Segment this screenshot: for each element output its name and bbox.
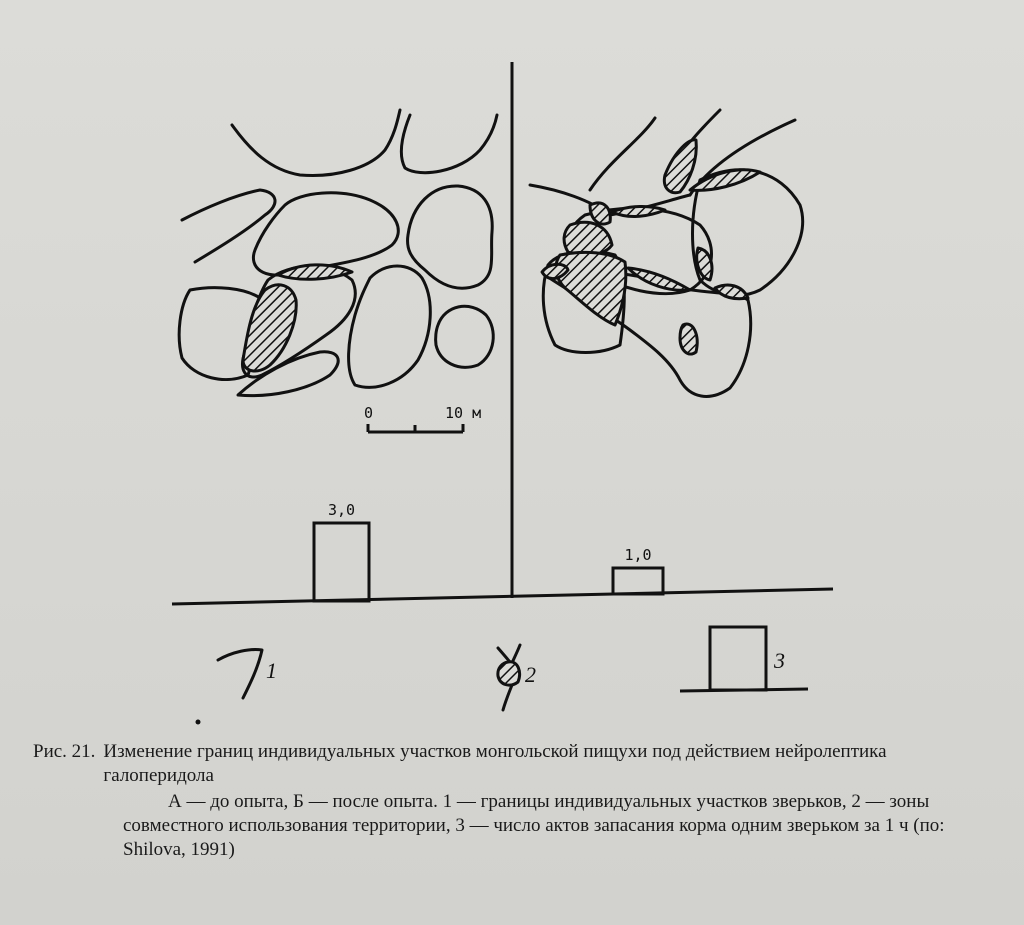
shared-zone-symbol (498, 662, 520, 685)
shared-zone (590, 203, 610, 224)
shared-zone (243, 285, 296, 371)
legend-item-boundaries (218, 649, 277, 698)
territory-boundary (436, 306, 494, 367)
legend-number: 1 (266, 658, 277, 683)
map-before-experiment (179, 110, 497, 396)
bar-value-label: 3,0 (327, 501, 356, 519)
legend-number: 2 (525, 662, 536, 687)
territory-boundary (590, 118, 655, 190)
caption-title: Изменение границ индивидуальных участков монгольской пищухи под действием нейролептика галоперидола (103, 741, 887, 786)
shared-zone (612, 206, 665, 216)
bar-chart-baseline (172, 589, 833, 604)
territory-boundary (182, 190, 275, 262)
legend-item-bar (680, 627, 808, 691)
territory-boundary (408, 186, 493, 288)
caption-description: А — до опыта, Б — после опыта. 1 — границы индивидуальных участков зверьков, 2 — зоны совместного использования территории, 3 — число актов запасания корма одним зверьком за 1 ч (по: Shilova, 1991) (123, 791, 945, 860)
shared-zone (556, 252, 626, 325)
shared-zone (680, 324, 697, 354)
scale-bar (364, 404, 481, 432)
territory-boundary (401, 115, 497, 173)
scale-bar-end-label: 10 м (445, 404, 482, 422)
figure-caption (33, 740, 998, 862)
territory-boundary (232, 110, 400, 176)
caption-title-row (33, 740, 998, 788)
legend-bar-symbol (710, 627, 766, 690)
shared-zone (564, 222, 612, 255)
shared-zone (278, 265, 352, 279)
boundary-symbol (503, 685, 512, 710)
legend-item-shared-zones (498, 645, 536, 710)
legend-number: 3 (774, 648, 785, 673)
bar-value-label: 1,0 (624, 546, 652, 564)
territory-boundary (349, 266, 431, 387)
shared-zone (628, 268, 690, 290)
bar-after (613, 568, 663, 594)
bar-before (314, 523, 369, 601)
boundary-symbol (218, 649, 262, 698)
shared-zone (715, 285, 748, 299)
ink-speck (196, 720, 201, 725)
legend (196, 627, 809, 725)
map-after-experiment (530, 110, 803, 396)
shared-zone (664, 140, 696, 193)
scale-bar-start-label: 0 (364, 404, 374, 422)
figure-number: Рис. 21. (33, 741, 96, 762)
bar-chart (314, 501, 663, 601)
